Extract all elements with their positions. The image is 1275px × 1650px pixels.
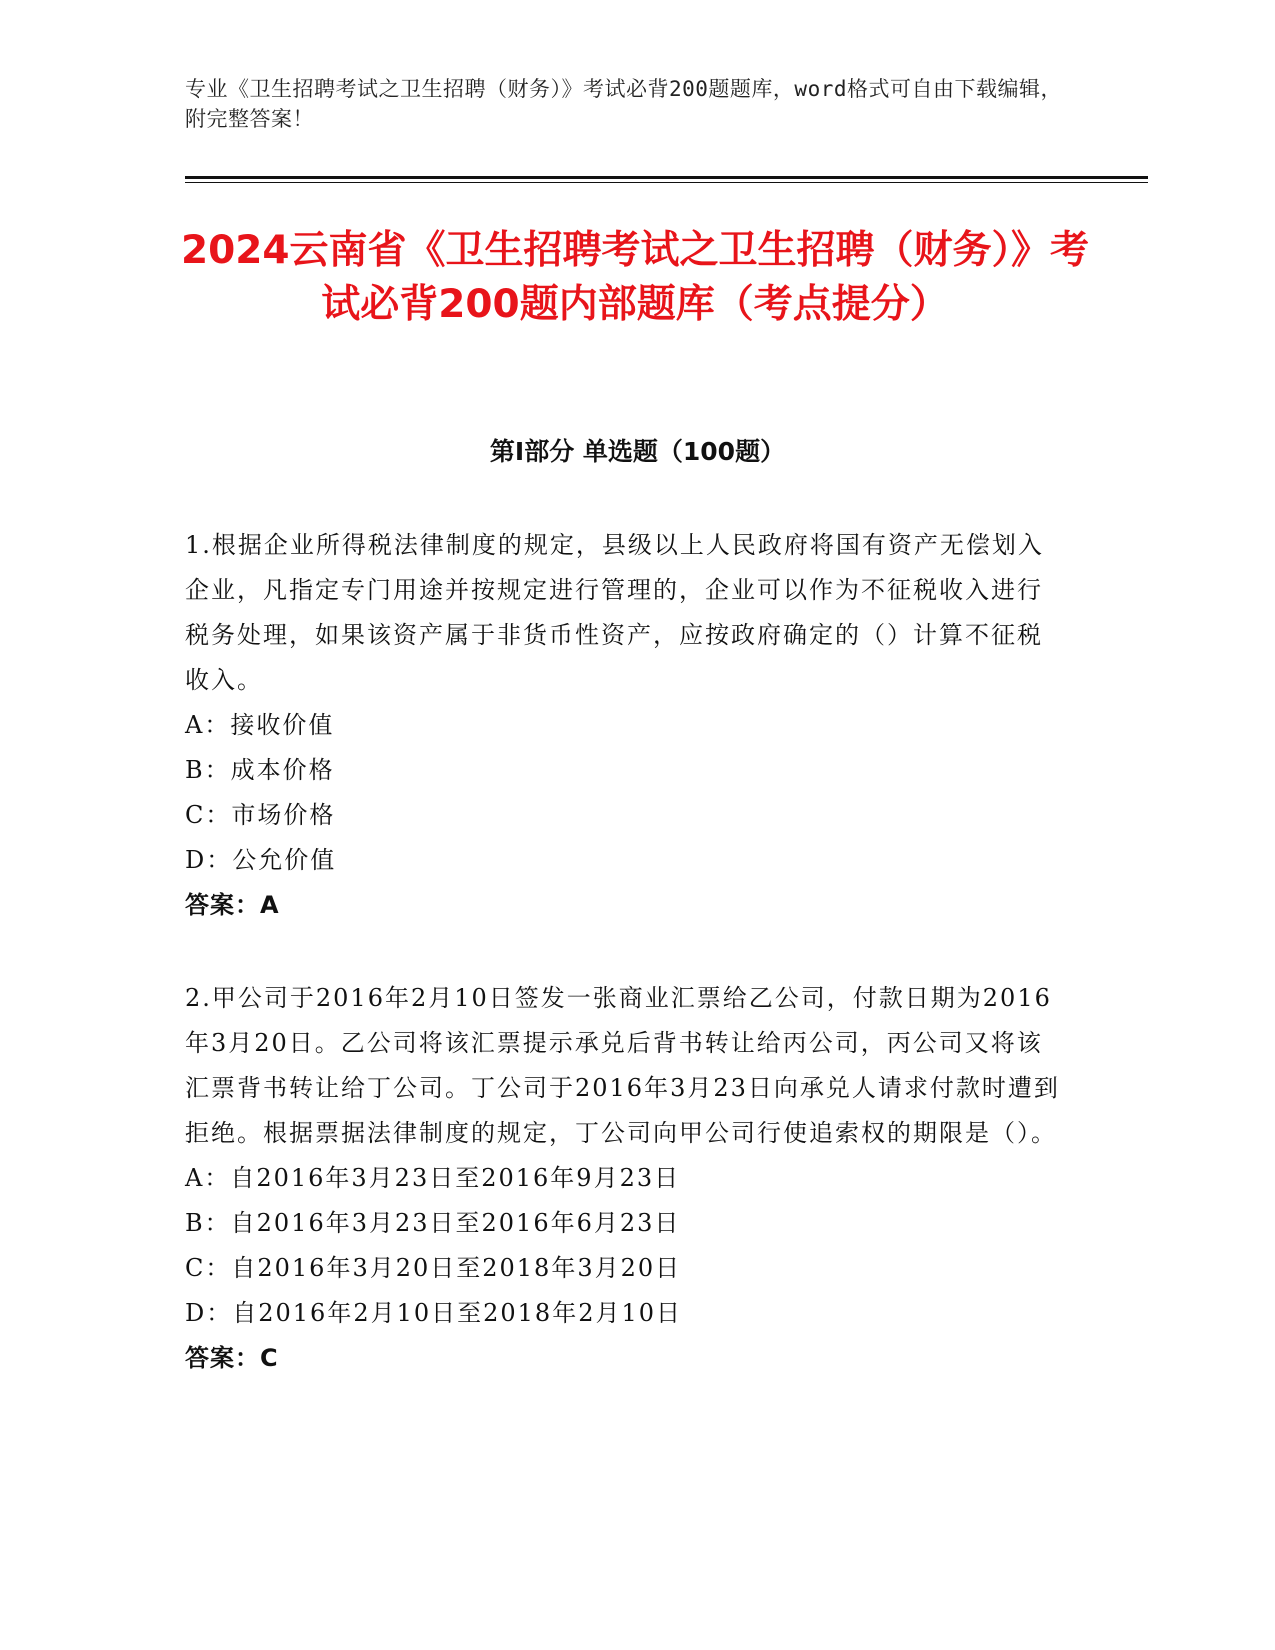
header-divider-thin xyxy=(185,182,1148,183)
option-a: A：接收价值 xyxy=(185,711,335,739)
option-b: B：成本价格 xyxy=(185,756,335,784)
answer-label: 答案：A xyxy=(185,891,280,919)
option-c: C：市场价格 xyxy=(185,801,336,829)
option-a: A：自2016年3月23日至2016年9月23日 xyxy=(185,1164,681,1192)
question-block xyxy=(185,976,1060,1381)
answer-label: 答案：C xyxy=(185,1344,279,1372)
section-heading: 第I部分 单选题（100题） xyxy=(489,437,786,466)
header-note: 专业《卫生招聘考试之卫生招聘（财务）》考试必背200题题库，word格式可自由下载编辑，附完整答案！ xyxy=(185,77,1062,131)
question-text: 2.甲公司于2016年2月10日签发一张商业汇票给乙公司，付款日期为2016年3月20日。乙公司将该汇票提示承兑后背书转让给丙公司，丙公司又将该汇票背书转让给丁公司。丁公司于2016年3月23日向承兑人请求付款时遭到拒绝。根据票据法律制度的规定，丁公司向甲公司行使追索权的期限是（）。 xyxy=(185,984,1060,1147)
option-c: C：自2016年3月20日至2018年3月20日 xyxy=(185,1254,682,1282)
option-d: D：公允价值 xyxy=(185,846,337,874)
option-b: B：自2016年3月23日至2016年6月23日 xyxy=(185,1209,681,1237)
header-divider-thick xyxy=(185,176,1148,179)
question-block xyxy=(185,523,1060,928)
question-text: 1.根据企业所得税法律制度的规定，县级以上人民政府将国有资产无偿划入企业，凡指定专门用途并按规定进行管理的，企业可以作为不征税收入进行税务处理，如果该资产属于非货币性资产，应按政府确定的（）计算不征税收入。 xyxy=(185,531,1044,694)
option-d: D：自2016年2月10日至2018年2月10日 xyxy=(185,1299,683,1327)
document-title: 2024云南省《卫生招聘考试之卫生招聘（财务）》考试必背200题内部题库（考点提分） xyxy=(180,228,1090,327)
